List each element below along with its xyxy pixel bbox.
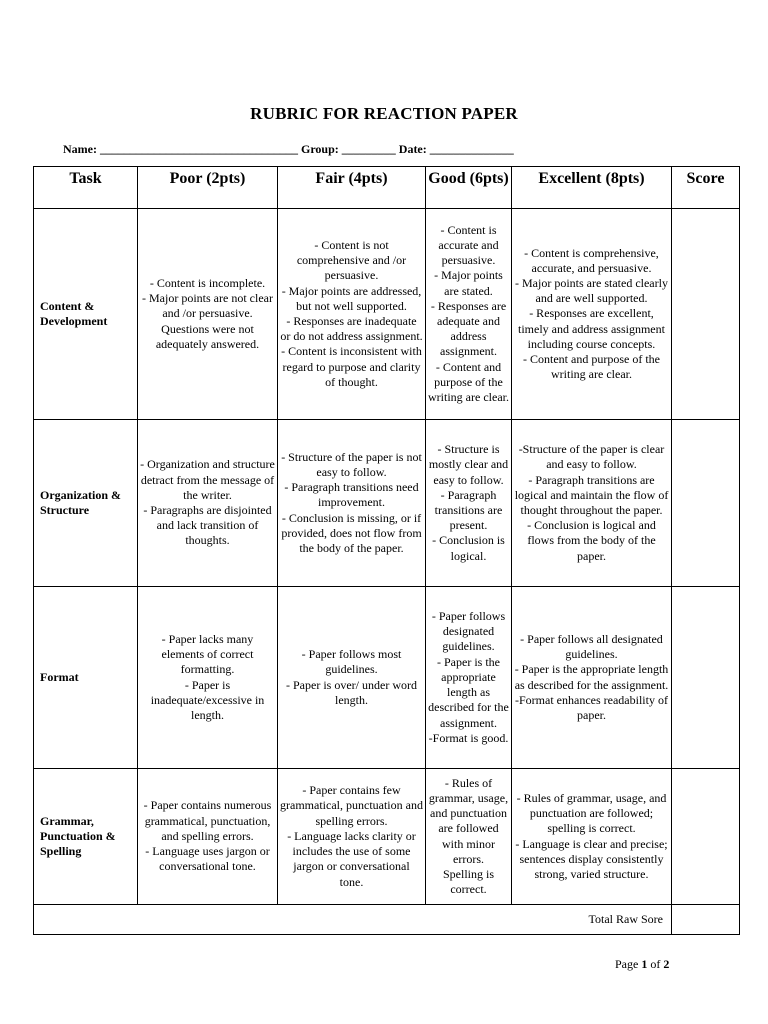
criterion-text: - Content is inconsistent with regard to purpose and clarity of thought. — [281, 344, 422, 389]
task-label: Format — [34, 587, 138, 769]
good-cell — [426, 769, 512, 905]
criterion-text: - Major points are not clear and /or persuasive. — [142, 291, 273, 321]
score-cell[interactable] — [672, 587, 740, 769]
name-group-date-line: Name: _________________________________ Group: _________ Date: ______________ — [63, 142, 514, 156]
task-label: Grammar, Punctuation & Spelling — [34, 769, 138, 905]
criterion-text: - Language uses jargon or conversational tone. — [145, 844, 270, 874]
criterion-text: - Paper follows most guidelines. — [301, 647, 402, 677]
score-cell[interactable] — [672, 420, 740, 587]
header-good: Good (6pts) — [426, 167, 512, 209]
criterion-text: - Content is not comprehensive and /or persuasive. — [296, 237, 407, 283]
excellent-cell — [512, 209, 672, 420]
header-poor: Poor (2pts) — [138, 167, 278, 209]
table-row — [34, 769, 740, 905]
current-page: 1 — [641, 957, 648, 971]
criterion-text: - Paper is the appropriate length as described for the assignment. — [428, 654, 509, 730]
criterion-text: - Responses are adequate and address assignment. — [430, 298, 507, 359]
task-label: Content & Development — [34, 209, 138, 420]
criterion-text: - Conclusion is missing, or if provided, does not flow from the body of the paper. — [281, 510, 422, 555]
task-label: Organization & Structure — [34, 420, 138, 587]
criterion-text: - Responses are excellent, timely and address assignment including course concepts. — [518, 306, 665, 351]
criterion-text: - Paper lacks many elements of correct formatting. — [161, 631, 254, 677]
criterion-text: - Major points are stated. — [434, 268, 503, 298]
fair-cell — [278, 769, 426, 905]
fair-cell — [278, 209, 426, 420]
criterion-text: - Paragraph transitions are present. — [434, 487, 503, 533]
criterion-text: - Paper is inadequate/excessive in length. — [150, 677, 265, 722]
criterion-text: - Rules of grammar, usage, and punctuation are followed with minor errors. — [428, 775, 509, 866]
criterion-text: - Language is clear and precise; sentences display consistently strong, varied structure. — [515, 836, 668, 881]
criterion-text: - Organization and structure detract from the message of the writer. — [140, 457, 275, 502]
table-row — [34, 209, 740, 420]
header-excellent: Excellent (8pts) — [512, 167, 672, 209]
criterion-text: -Format is good. — [428, 730, 509, 745]
criterion-text: - Major points are addressed, but not well supported. — [281, 283, 422, 313]
criterion-text: - Conclusion is logical and flows from the body of the paper. — [527, 518, 656, 563]
criterion-text: -Structure of the paper is clear and easy to follow. — [518, 442, 665, 472]
good-cell — [426, 209, 512, 420]
rubric-table — [33, 166, 740, 935]
fair-cell — [278, 420, 426, 587]
criterion-text: - Conclusion is logical. — [432, 533, 505, 563]
criterion-text: -Format enhances readability of paper. — [515, 692, 668, 722]
header-fair: Fair (4pts) — [278, 167, 426, 209]
total-score-cell[interactable] — [672, 905, 740, 935]
criterion-text: - Structure is mostly clear and easy to follow. — [428, 442, 509, 487]
criterion-text: - Paper is the appropriate length as described for the assignment. — [514, 662, 669, 692]
excellent-cell — [512, 587, 672, 769]
criterion-text: Spelling is correct. — [442, 866, 494, 897]
header-row — [34, 167, 740, 209]
table-row — [34, 420, 740, 587]
criterion-text: - Structure of the paper is not easy to follow. — [281, 449, 422, 479]
header-score: Score — [672, 167, 740, 209]
criterion-text: - Paper contains numerous grammatical, punctuation, and spelling errors. — [143, 798, 272, 843]
score-cell[interactable] — [672, 209, 740, 420]
criterion-text: - Content is accurate and persuasive. — [438, 222, 499, 268]
criterion-text: - Content and purpose of the writing are clear. — [523, 352, 660, 382]
criterion-text: - Paper follows all designated guidelines. — [520, 631, 663, 662]
criterion-text: Questions were not adequately answered. — [155, 321, 260, 351]
poor-cell — [138, 420, 278, 587]
criterion-text: - Paragraph transitions are logical and maintain the flow of thought throughout the paper. — [514, 472, 669, 517]
criterion-text: - Responses are inadequate or do not address assignment. — [280, 314, 423, 344]
criterion-text: - Paper contains few grammatical, punctuation and spelling errors. — [280, 783, 423, 828]
total-raw-score-label: Total Raw Sore — [34, 905, 672, 935]
criterion-text: - Paragraphs are disjointed and lack transition of thoughts. — [143, 503, 272, 548]
page-title: RUBRIC FOR REACTION PAPER — [250, 104, 518, 123]
poor-cell — [138, 769, 278, 905]
page-of: of — [647, 957, 664, 971]
total-row — [34, 905, 740, 935]
poor-cell — [138, 587, 278, 769]
header-task: Task — [34, 167, 138, 209]
excellent-cell — [512, 420, 672, 587]
page-number — [615, 957, 669, 972]
criterion-text: - Content is comprehensive, accurate, and persuasive. — [524, 245, 659, 275]
criterion-text: - Content is incomplete. — [149, 275, 266, 290]
criterion-text: - Language lacks clarity or includes the use of some jargon or conversational tone. — [287, 828, 416, 889]
criterion-text: - Paragraph transitions need improvement. — [284, 480, 419, 510]
total-pages: 2 — [663, 957, 670, 971]
criterion-text: - Rules of grammar, usage, and punctuation are followed; spelling is correct. — [516, 790, 667, 836]
criterion-text: - Paper is over/ under word length. — [286, 677, 417, 707]
fair-cell — [278, 587, 426, 769]
page-prefix: Page — [615, 957, 642, 971]
criterion-text: - Content and purpose of the writing are clear. — [428, 359, 509, 405]
score-cell[interactable] — [672, 769, 740, 905]
excellent-cell — [512, 769, 672, 905]
table-row — [34, 587, 740, 769]
criterion-text: - Major points are stated clearly and are well supported. — [515, 275, 668, 306]
good-cell — [426, 420, 512, 587]
criterion-text: - Paper follows designated guidelines. — [431, 609, 506, 654]
poor-cell — [138, 209, 278, 420]
good-cell — [426, 587, 512, 769]
